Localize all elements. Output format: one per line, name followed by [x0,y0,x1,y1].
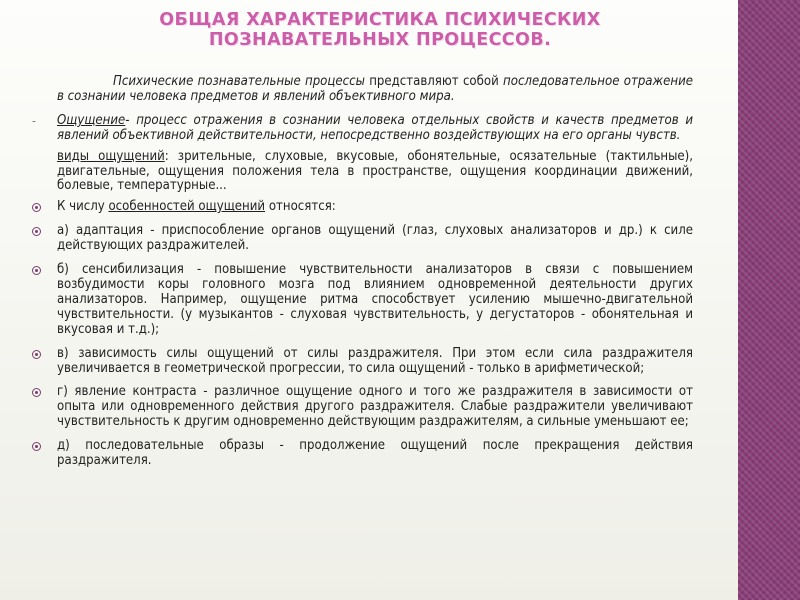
sensation-paragraph [32,112,693,144]
slide-content [32,74,694,478]
bullet-icon [32,350,41,359]
intro-term: Психические познавательные процессы [113,74,365,89]
bullet-icon [32,266,41,275]
sensation-term: Ощущение [57,112,126,128]
list-item-text: г) явление контраста - различное ощущение одного и того же раздражителя в зависимости от опыта или одновременного действия другого раздражителя. Слабые раздражители увеличивают чувствительность к другим одновременно действующим раздражителям, а сильные уменьшают ее; [57,384,693,430]
decorative-side-bar [738,0,800,600]
list-item-sensitization [57,263,693,338]
intro-text-italic: последовательное отражение в сознании человека предметов и явлений объективного мира. [57,74,693,104]
features-prefix: К числу [57,199,109,215]
intro-text: представляют собой [364,74,504,89]
types-term: виды ощущений [57,148,165,164]
list-item-text: а) адаптация - приспособление органов ощущений (глаз, слуховых анализаторов и др.) к силе действующих раздражителей. [57,223,693,254]
features-suffix: относятся: [265,199,336,215]
list-item-afterimages [57,439,693,469]
list-item-stimulus-strength [57,347,693,377]
sensation-definition: - процесс отражения в сознании человека отдельных свойств и качеств предметов и явлений объективной действительности, непосредственно воздействующих на его органы чувств. [57,112,693,143]
intro-paragraph [57,75,693,105]
slide-title: ОБЩАЯ ХАРАКТЕРИСТИКА ПСИХИЧЕСКИХ ПОЗНАВАТЕЛЬНЫХ ПРОЦЕССОВ. [159,10,601,50]
list-item-text: в) зависимость силы ощущений от силы раздражителя. При этом если сила раздражителя увеличивается в геометрической прогрессии, то сила ощущений - только в арифметической; [57,345,693,376]
list-item-adaptation [57,224,693,254]
dash-marker: - [32,113,36,128]
features-paragraph [57,200,693,215]
types-text: : зрительные, слуховые, вкусовые, обонятельные, осязательные (тактильные), двигательные, ощущения положения тела в пространстве, ощущения координации движений, болевые, температурные... [57,148,694,194]
list-item-text: д) последовательные образы - продолжение ощущений после прекращения действия раздражителя. [57,438,693,469]
types-paragraph [57,150,693,195]
list-item-contrast [57,385,693,430]
features-term: особенностей ощущений [108,199,266,215]
list-item-text: б) сенсибилизация - повышение чувствительности анализаторов в связи с повышением возбудимости коры головного мозга под влиянием одновременной деятельности других анализаторов. Например, ощущение ритма способствует усилению мышечно-двигательной чувствительности. (у музыкантов - слуховая чувствительность, у дегустаторов - обонятельная и вкусовая и т.д.); [57,262,693,337]
